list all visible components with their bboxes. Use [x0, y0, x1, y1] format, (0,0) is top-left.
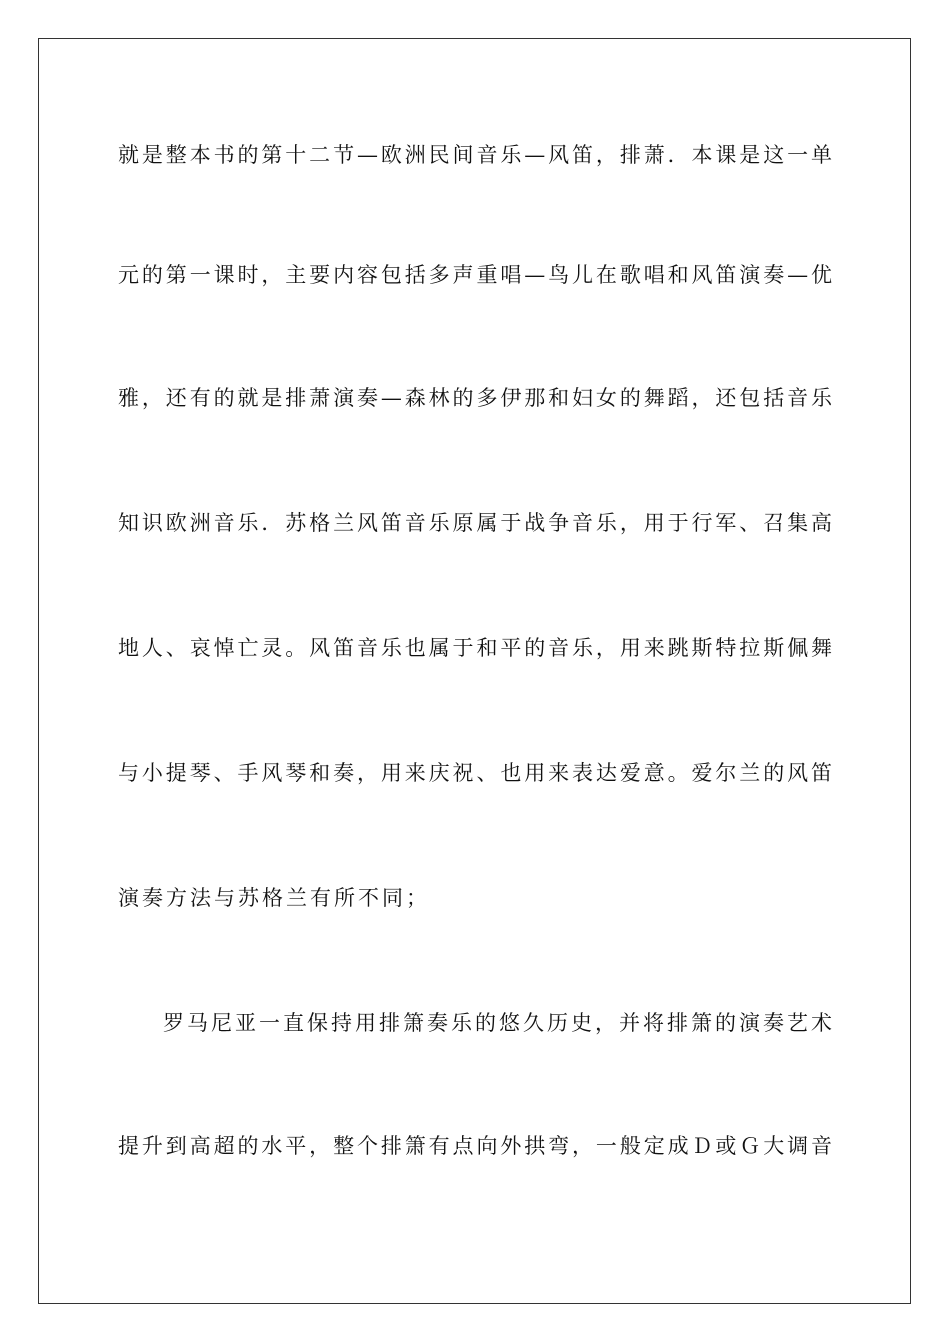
text-line-3: 雅，还有的就是排萧演奏—森林的多伊那和妇女的舞蹈，还包括音乐 [118, 386, 832, 410]
text-line-1: 就是整本书的第十二节—欧洲民间音乐—风笛，排萧．本课是这一单 [118, 143, 832, 167]
text-line-8: 罗马尼亚一直保持用排箫奏乐的悠久历史，并将排箫的演奏艺术 [163, 1011, 832, 1035]
text-line-7: 演奏方法与苏格兰有所不同； [118, 886, 430, 910]
text-line-5: 地人、哀悼亡灵。风笛音乐也属于和平的音乐，用来跳斯特拉斯佩舞 [118, 636, 832, 660]
text-line-4: 知识欧洲音乐．苏格兰风笛音乐原属于战争音乐，用于行军、召集高 [118, 511, 832, 535]
text-line-9: 提升到高超的水平，整个排箫有点向外拱弯，一般定成Ｄ或Ｇ大调音 [118, 1134, 832, 1158]
text-line-6: 与小提琴、手风琴和奏，用来庆祝、也用来表达爱意。爱尔兰的风笛 [118, 761, 832, 785]
text-line-2: 元的第一课时，主要内容包括多声重唱—鸟儿在歌唱和风笛演奏—优 [118, 263, 832, 287]
page-border [38, 38, 911, 1304]
